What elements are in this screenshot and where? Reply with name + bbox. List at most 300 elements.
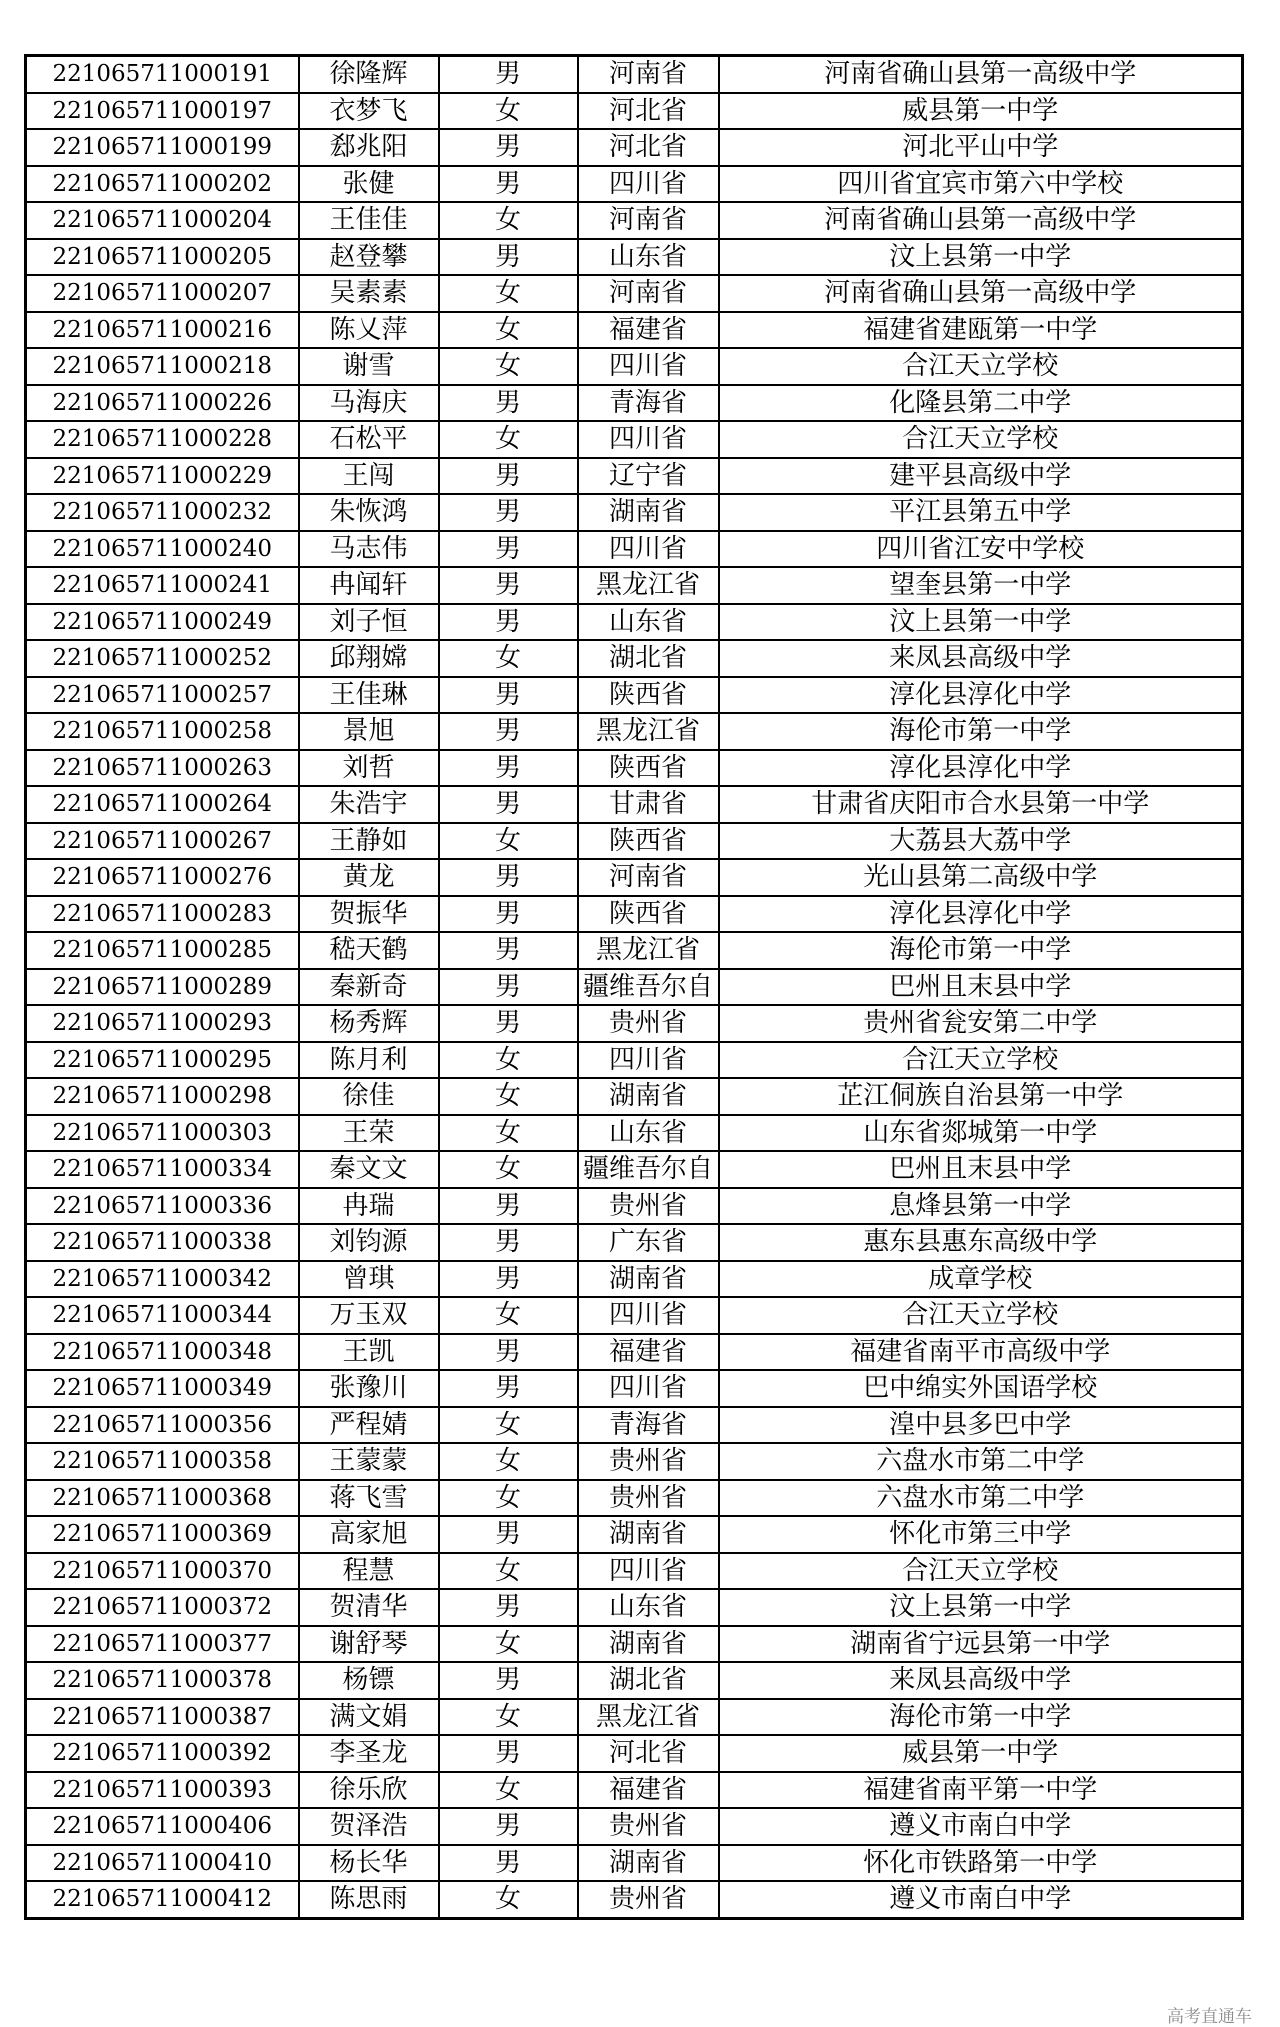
table-row	[26, 1334, 1243, 1371]
name-cell: 刘子恒	[299, 604, 439, 641]
gender-cell: 男	[439, 56, 578, 93]
gender-cell: 女	[439, 640, 578, 677]
name-cell: 贺泽浩	[299, 1808, 439, 1845]
school-cell: 六盘水市第二中学	[719, 1443, 1243, 1480]
gender-cell: 男	[439, 932, 578, 969]
exam-id-cell: 221065711000336	[26, 1188, 299, 1225]
gender-cell: 男	[439, 129, 578, 166]
school-cell: 芷江侗族自治县第一中学	[719, 1078, 1243, 1115]
gender-cell: 男	[439, 786, 578, 823]
exam-id-cell: 221065711000216	[26, 312, 299, 349]
exam-id-cell: 221065711000207	[26, 275, 299, 312]
school-cell: 福建省南平市高级中学	[719, 1334, 1243, 1371]
gender-cell: 男	[439, 567, 578, 604]
gender-cell: 男	[439, 1662, 578, 1699]
school-cell: 怀化市铁路第一中学	[719, 1845, 1243, 1882]
table-row	[26, 1151, 1243, 1188]
gender-cell: 男	[439, 531, 578, 568]
province-cell: 福建省	[578, 312, 719, 349]
table-row	[26, 713, 1243, 750]
province-cell: 辽宁省	[578, 458, 719, 495]
school-cell: 合江天立学校	[719, 1553, 1243, 1590]
exam-id-cell: 221065711000252	[26, 640, 299, 677]
table-row	[26, 531, 1243, 568]
name-cell: 徐佳	[299, 1078, 439, 1115]
gender-cell: 女	[439, 1115, 578, 1152]
name-cell: 黄龙	[299, 859, 439, 896]
province-cell: 湖南省	[578, 1078, 719, 1115]
table-row	[26, 1480, 1243, 1517]
province-cell: 黑龙江省	[578, 932, 719, 969]
exam-id-cell: 221065711000228	[26, 421, 299, 458]
exam-id-cell: 221065711000358	[26, 1443, 299, 1480]
exam-id-cell: 221065711000258	[26, 713, 299, 750]
province-cell: 陕西省	[578, 823, 719, 860]
name-cell: 谢舒琴	[299, 1626, 439, 1663]
name-cell: 杨长华	[299, 1845, 439, 1882]
school-cell: 遵义市南白中学	[719, 1881, 1243, 1918]
province-cell: 黑龙江省	[578, 567, 719, 604]
school-cell: 巴州且末县中学	[719, 1151, 1243, 1188]
table-row	[26, 1553, 1243, 1590]
student-table	[24, 54, 1244, 1920]
exam-id-cell: 221065711000349	[26, 1370, 299, 1407]
school-cell: 合江天立学校	[719, 421, 1243, 458]
province-cell: 湖北省	[578, 640, 719, 677]
school-cell: 息烽县第一中学	[719, 1188, 1243, 1225]
name-cell: 冉闻轩	[299, 567, 439, 604]
exam-id-cell: 221065711000392	[26, 1735, 299, 1772]
school-cell: 怀化市第三中学	[719, 1516, 1243, 1553]
gender-cell: 女	[439, 1699, 578, 1736]
exam-id-cell: 221065711000372	[26, 1589, 299, 1626]
province-cell: 贵州省	[578, 1480, 719, 1517]
province-cell: 四川省	[578, 1370, 719, 1407]
table-row	[26, 859, 1243, 896]
province-cell: 河南省	[578, 275, 719, 312]
school-cell: 合江天立学校	[719, 1042, 1243, 1079]
school-cell: 淳化县淳化中学	[719, 750, 1243, 787]
exam-id-cell: 221065711000303	[26, 1115, 299, 1152]
table-row	[26, 1370, 1243, 1407]
exam-id-cell: 221065711000232	[26, 494, 299, 531]
table-row	[26, 458, 1243, 495]
gender-cell: 女	[439, 1151, 578, 1188]
province-cell: 黑龙江省	[578, 1699, 719, 1736]
exam-id-cell: 221065711000205	[26, 239, 299, 276]
name-cell: 徐隆辉	[299, 56, 439, 93]
table-row	[26, 56, 1243, 93]
province-cell: 贵州省	[578, 1188, 719, 1225]
table-row	[26, 129, 1243, 166]
school-cell: 惠东县惠东高级中学	[719, 1224, 1243, 1261]
name-cell: 程慧	[299, 1553, 439, 1590]
school-cell: 合江天立学校	[719, 1297, 1243, 1334]
table-row	[26, 239, 1243, 276]
province-cell: 甘肃省	[578, 786, 719, 823]
table-row	[26, 604, 1243, 641]
school-cell: 河南省确山县第一高级中学	[719, 56, 1243, 93]
exam-id-cell: 221065711000199	[26, 129, 299, 166]
name-cell: 王荣	[299, 1115, 439, 1152]
gender-cell: 女	[439, 1042, 578, 1079]
gender-cell: 男	[439, 385, 578, 422]
gender-cell: 女	[439, 1881, 578, 1918]
exam-id-cell: 221065711000226	[26, 385, 299, 422]
gender-cell: 女	[439, 1443, 578, 1480]
gender-cell: 男	[439, 1224, 578, 1261]
province-cell: 四川省	[578, 166, 719, 203]
school-cell: 海伦市第一中学	[719, 932, 1243, 969]
name-cell: 蒋飞雪	[299, 1480, 439, 1517]
school-cell: 遵义市南白中学	[719, 1808, 1243, 1845]
province-cell: 陕西省	[578, 896, 719, 933]
province-cell: 河北省	[578, 129, 719, 166]
table-row	[26, 1735, 1243, 1772]
exam-id-cell: 221065711000283	[26, 896, 299, 933]
exam-id-cell: 221065711000377	[26, 1626, 299, 1663]
table-row	[26, 348, 1243, 385]
province-cell: 贵州省	[578, 1443, 719, 1480]
name-cell: 冉瑞	[299, 1188, 439, 1225]
gender-cell: 男	[439, 1370, 578, 1407]
school-cell: 建平县高级中学	[719, 458, 1243, 495]
table-row	[26, 1772, 1243, 1809]
school-cell: 来凤县高级中学	[719, 640, 1243, 677]
province-cell: 湖南省	[578, 1516, 719, 1553]
name-cell: 严程婧	[299, 1407, 439, 1444]
province-cell: 河南省	[578, 859, 719, 896]
exam-id-cell: 221065711000334	[26, 1151, 299, 1188]
table-row	[26, 494, 1243, 531]
name-cell: 吴素素	[299, 275, 439, 312]
province-cell: 湖南省	[578, 1626, 719, 1663]
school-cell: 光山县第二高级中学	[719, 859, 1243, 896]
exam-id-cell: 221065711000370	[26, 1553, 299, 1590]
school-cell: 湖南省宁远县第一中学	[719, 1626, 1243, 1663]
province-cell: 疆维吾尔自	[578, 1151, 719, 1188]
province-cell: 贵州省	[578, 1881, 719, 1918]
gender-cell: 男	[439, 1589, 578, 1626]
table-row	[26, 677, 1243, 714]
gender-cell: 女	[439, 1297, 578, 1334]
school-cell: 河南省确山县第一高级中学	[719, 202, 1243, 239]
province-cell: 河北省	[578, 93, 719, 130]
table-row	[26, 1881, 1243, 1918]
province-cell: 四川省	[578, 348, 719, 385]
name-cell: 嵇天鹤	[299, 932, 439, 969]
exam-id-cell: 221065711000342	[26, 1261, 299, 1298]
name-cell: 朱恢鸿	[299, 494, 439, 531]
province-cell: 湖南省	[578, 1261, 719, 1298]
school-cell: 合江天立学校	[719, 348, 1243, 385]
province-cell: 黑龙江省	[578, 713, 719, 750]
exam-id-cell: 221065711000218	[26, 348, 299, 385]
name-cell: 赵登攀	[299, 239, 439, 276]
exam-id-cell: 221065711000368	[26, 1480, 299, 1517]
name-cell: 王闯	[299, 458, 439, 495]
name-cell: 邱翔嫦	[299, 640, 439, 677]
name-cell: 秦文文	[299, 1151, 439, 1188]
name-cell: 王凯	[299, 1334, 439, 1371]
exam-id-cell: 221065711000202	[26, 166, 299, 203]
gender-cell: 女	[439, 421, 578, 458]
province-cell: 山东省	[578, 239, 719, 276]
gender-cell: 女	[439, 275, 578, 312]
gender-cell: 男	[439, 1005, 578, 1042]
table-row	[26, 1115, 1243, 1152]
name-cell: 朱浩宇	[299, 786, 439, 823]
school-cell: 贵州省瓮安第二中学	[719, 1005, 1243, 1042]
name-cell: 张健	[299, 166, 439, 203]
exam-id-cell: 221065711000241	[26, 567, 299, 604]
exam-id-cell: 221065711000289	[26, 969, 299, 1006]
school-cell: 福建省建瓯第一中学	[719, 312, 1243, 349]
table-row	[26, 640, 1243, 677]
gender-cell: 男	[439, 1516, 578, 1553]
school-cell: 六盘水市第二中学	[719, 1480, 1243, 1517]
table-row	[26, 312, 1243, 349]
school-cell: 威县第一中学	[719, 1735, 1243, 1772]
table-row	[26, 1589, 1243, 1626]
name-cell: 张豫川	[299, 1370, 439, 1407]
name-cell: 景旭	[299, 713, 439, 750]
table-row	[26, 750, 1243, 787]
exam-id-cell: 221065711000338	[26, 1224, 299, 1261]
gender-cell: 男	[439, 677, 578, 714]
exam-id-cell: 221065711000285	[26, 932, 299, 969]
exam-id-cell: 221065711000378	[26, 1662, 299, 1699]
name-cell: 陈思雨	[299, 1881, 439, 1918]
gender-cell: 男	[439, 1845, 578, 1882]
table-row	[26, 275, 1243, 312]
school-cell: 威县第一中学	[719, 93, 1243, 130]
exam-id-cell: 221065711000197	[26, 93, 299, 130]
name-cell: 陈月利	[299, 1042, 439, 1079]
school-cell: 汶上县第一中学	[719, 604, 1243, 641]
name-cell: 王佳佳	[299, 202, 439, 239]
name-cell: 陈乂萍	[299, 312, 439, 349]
province-cell: 四川省	[578, 531, 719, 568]
name-cell: 马海庆	[299, 385, 439, 422]
gender-cell: 女	[439, 1553, 578, 1590]
province-cell: 山东省	[578, 1589, 719, 1626]
table-row	[26, 1261, 1243, 1298]
table-row	[26, 202, 1243, 239]
school-cell: 平江县第五中学	[719, 494, 1243, 531]
table-row	[26, 1808, 1243, 1845]
province-cell: 四川省	[578, 1553, 719, 1590]
table-row	[26, 1699, 1243, 1736]
gender-cell: 男	[439, 1188, 578, 1225]
province-cell: 四川省	[578, 1042, 719, 1079]
gender-cell: 男	[439, 750, 578, 787]
school-cell: 四川省宜宾市第六中学校	[719, 166, 1243, 203]
name-cell: 郄兆阳	[299, 129, 439, 166]
gender-cell: 女	[439, 823, 578, 860]
province-cell: 贵州省	[578, 1808, 719, 1845]
exam-id-cell: 221065711000191	[26, 56, 299, 93]
exam-id-cell: 221065711000249	[26, 604, 299, 641]
table-row	[26, 1005, 1243, 1042]
table-row	[26, 421, 1243, 458]
school-cell: 成章学校	[719, 1261, 1243, 1298]
province-cell: 山东省	[578, 1115, 719, 1152]
table-row	[26, 896, 1243, 933]
exam-id-cell: 221065711000267	[26, 823, 299, 860]
exam-id-cell: 221065711000412	[26, 1881, 299, 1918]
table-row	[26, 93, 1243, 130]
table-row	[26, 385, 1243, 422]
name-cell: 刘哲	[299, 750, 439, 787]
name-cell: 马志伟	[299, 531, 439, 568]
school-cell: 淳化县淳化中学	[719, 896, 1243, 933]
exam-id-cell: 221065711000298	[26, 1078, 299, 1115]
table-row	[26, 1042, 1243, 1079]
school-cell: 河南省确山县第一高级中学	[719, 275, 1243, 312]
name-cell: 杨镖	[299, 1662, 439, 1699]
name-cell: 王佳琳	[299, 677, 439, 714]
gender-cell: 男	[439, 494, 578, 531]
exam-id-cell: 221065711000257	[26, 677, 299, 714]
exam-id-cell: 221065711000263	[26, 750, 299, 787]
school-cell: 山东省郯城第一中学	[719, 1115, 1243, 1152]
exam-id-cell: 221065711000295	[26, 1042, 299, 1079]
table-row	[26, 969, 1243, 1006]
province-cell: 湖北省	[578, 1662, 719, 1699]
school-cell: 海伦市第一中学	[719, 1699, 1243, 1736]
school-cell: 巴州且末县中学	[719, 969, 1243, 1006]
exam-id-cell: 221065711000369	[26, 1516, 299, 1553]
gender-cell: 男	[439, 859, 578, 896]
name-cell: 王蒙蒙	[299, 1443, 439, 1480]
name-cell: 秦新奇	[299, 969, 439, 1006]
table-row	[26, 567, 1243, 604]
province-cell: 陕西省	[578, 750, 719, 787]
name-cell: 贺清华	[299, 1589, 439, 1626]
province-cell: 福建省	[578, 1334, 719, 1371]
school-cell: 化隆县第二中学	[719, 385, 1243, 422]
gender-cell: 女	[439, 1078, 578, 1115]
gender-cell: 男	[439, 896, 578, 933]
table-row	[26, 1224, 1243, 1261]
school-cell: 四川省江安中学校	[719, 531, 1243, 568]
table-row	[26, 1297, 1243, 1334]
table-row	[26, 1188, 1243, 1225]
province-cell: 广东省	[578, 1224, 719, 1261]
province-cell: 四川省	[578, 1297, 719, 1334]
exam-id-cell: 221065711000356	[26, 1407, 299, 1444]
name-cell: 万玉双	[299, 1297, 439, 1334]
school-cell: 淳化县淳化中学	[719, 677, 1243, 714]
name-cell: 王静如	[299, 823, 439, 860]
gender-cell: 男	[439, 1808, 578, 1845]
table-row	[26, 786, 1243, 823]
school-cell: 巴中绵实外国语学校	[719, 1370, 1243, 1407]
gender-cell: 女	[439, 93, 578, 130]
gender-cell: 男	[439, 969, 578, 1006]
province-cell: 湖南省	[578, 1845, 719, 1882]
name-cell: 曾琪	[299, 1261, 439, 1298]
table-row	[26, 166, 1243, 203]
name-cell: 衣梦飞	[299, 93, 439, 130]
gender-cell: 女	[439, 312, 578, 349]
gender-cell: 男	[439, 458, 578, 495]
exam-id-cell: 221065711000393	[26, 1772, 299, 1809]
table-row	[26, 1626, 1243, 1663]
name-cell: 石松平	[299, 421, 439, 458]
table-row	[26, 1516, 1243, 1553]
gender-cell: 女	[439, 348, 578, 385]
exam-id-cell: 221065711000264	[26, 786, 299, 823]
gender-cell: 女	[439, 1772, 578, 1809]
province-cell: 河南省	[578, 202, 719, 239]
gender-cell: 男	[439, 1261, 578, 1298]
province-cell: 疆维吾尔自	[578, 969, 719, 1006]
province-cell: 青海省	[578, 1407, 719, 1444]
table-row	[26, 1662, 1243, 1699]
province-cell: 四川省	[578, 421, 719, 458]
exam-id-cell: 221065711000204	[26, 202, 299, 239]
school-cell: 汶上县第一中学	[719, 239, 1243, 276]
province-cell: 河南省	[578, 56, 719, 93]
province-cell: 湖南省	[578, 494, 719, 531]
table-row	[26, 1407, 1243, 1444]
gender-cell: 男	[439, 1334, 578, 1371]
school-cell: 望奎县第一中学	[719, 567, 1243, 604]
table-row	[26, 1443, 1243, 1480]
province-cell: 陕西省	[578, 677, 719, 714]
table-row	[26, 1078, 1243, 1115]
province-cell: 福建省	[578, 1772, 719, 1809]
exam-id-cell: 221065711000344	[26, 1297, 299, 1334]
province-cell: 河北省	[578, 1735, 719, 1772]
table-row	[26, 823, 1243, 860]
gender-cell: 男	[439, 166, 578, 203]
gender-cell: 男	[439, 713, 578, 750]
name-cell: 满文娟	[299, 1699, 439, 1736]
school-cell: 大荔县大荔中学	[719, 823, 1243, 860]
exam-id-cell: 221065711000410	[26, 1845, 299, 1882]
gender-cell: 女	[439, 202, 578, 239]
exam-id-cell: 221065711000348	[26, 1334, 299, 1371]
gender-cell: 女	[439, 1480, 578, 1517]
school-cell: 海伦市第一中学	[719, 713, 1243, 750]
exam-id-cell: 221065711000229	[26, 458, 299, 495]
name-cell: 杨秀辉	[299, 1005, 439, 1042]
exam-id-cell: 221065711000293	[26, 1005, 299, 1042]
school-cell: 汶上县第一中学	[719, 1589, 1243, 1626]
exam-id-cell: 221065711000240	[26, 531, 299, 568]
gender-cell: 女	[439, 1407, 578, 1444]
school-cell: 来凤县高级中学	[719, 1662, 1243, 1699]
province-cell: 山东省	[578, 604, 719, 641]
exam-id-cell: 221065711000276	[26, 859, 299, 896]
gender-cell: 男	[439, 604, 578, 641]
table-row	[26, 932, 1243, 969]
province-cell: 贵州省	[578, 1005, 719, 1042]
school-cell: 甘肃省庆阳市合水县第一中学	[719, 786, 1243, 823]
table-row	[26, 1845, 1243, 1882]
watermark-text: 高考直通车	[1167, 2007, 1252, 2027]
exam-id-cell: 221065711000406	[26, 1808, 299, 1845]
name-cell: 谢雪	[299, 348, 439, 385]
school-cell: 河北平山中学	[719, 129, 1243, 166]
gender-cell: 男	[439, 1735, 578, 1772]
province-cell: 青海省	[578, 385, 719, 422]
gender-cell: 男	[439, 239, 578, 276]
gender-cell: 女	[439, 1626, 578, 1663]
